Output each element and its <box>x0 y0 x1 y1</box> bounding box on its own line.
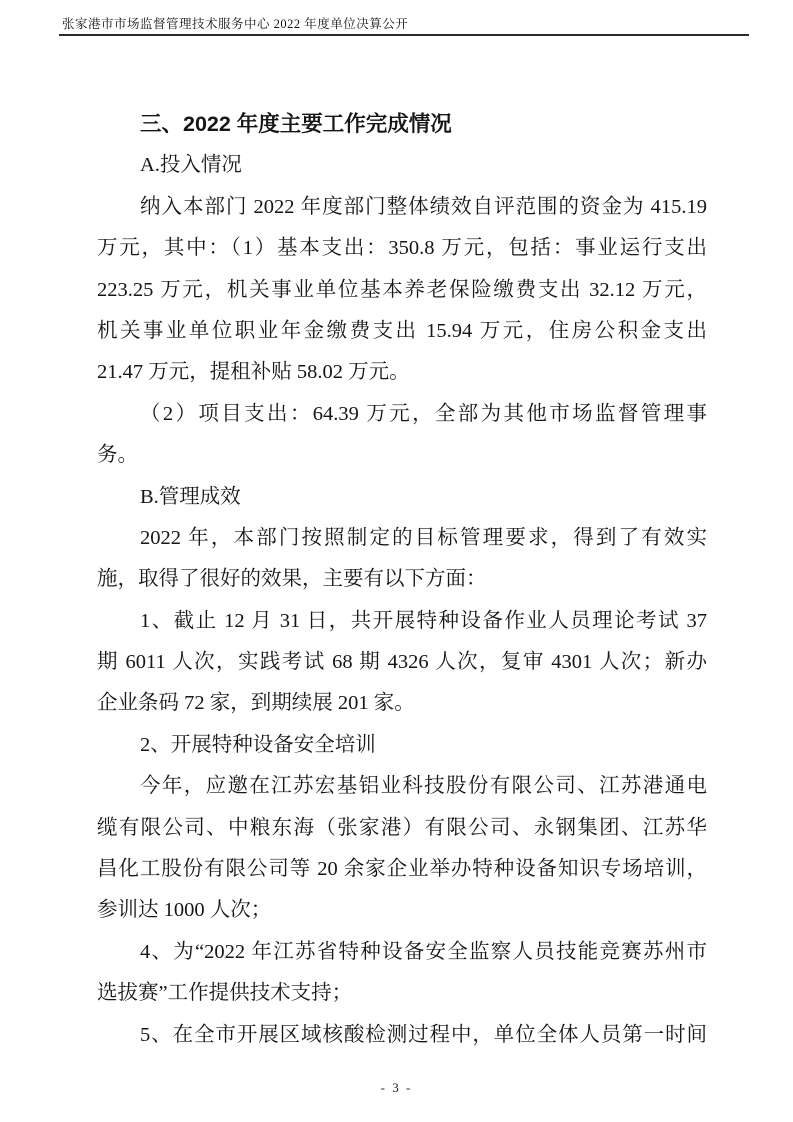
document-line: 缆有限公司、中粮东海（张家港）有限公司、永钢集团、江苏华 <box>97 816 707 839</box>
document-line: 5、在全市开展区域核酸检测过程中，单位全体人员第一时间 <box>140 1023 707 1046</box>
document-line: 企业条码 72 家，到期续展 201 家。 <box>97 692 415 715</box>
document-line: 务。 <box>97 444 138 467</box>
document-line: 万元，其中：（1）基本支出：350.8 万元，包括：事业运行支出 <box>97 237 707 260</box>
document-line: 2、开展特种设备安全培训 <box>140 733 376 756</box>
document-line: 223.25 万元，机关事业单位基本养老保险缴费支出 32.12 万元， <box>97 278 707 301</box>
document-line: 参训达 1000 人次； <box>97 899 272 922</box>
page-header-text: 张家港市市场监督管理技术服务中心 2022 年度单位决算公开 <box>62 17 409 31</box>
page-number: - 3 - <box>380 1080 413 1095</box>
document-line: 昌化工股份有限公司等 20 余家企业举办特种设备知识专场培训， <box>97 858 707 881</box>
document-line: 4、为“2022 年江苏省特种设备安全监察人员技能竞赛苏州市 <box>140 940 707 963</box>
document-line: 今年，应邀在江苏宏基铝业科技股份有限公司、江苏港通电 <box>140 775 707 798</box>
document-line: 选拔赛”工作提供技术支持； <box>97 982 353 1005</box>
document-line: 1、截止 12 月 31 日，共开展特种设备作业人员理论考试 37 <box>140 609 707 632</box>
document-line: 21.47 万元，提租补贴 58.02 万元。 <box>97 361 410 384</box>
document-line: 施，取得了很好的效果，主要有以下方面： <box>97 568 487 591</box>
document-line: 2022 年，本部门按照制定的目标管理要求，得到了有效实 <box>140 526 707 549</box>
document-line: 纳入本部门 2022 年度部门整体绩效自评范围的资金为 415.19 <box>140 195 707 218</box>
section-heading: 三、2022 年度主要工作完成情况 <box>140 112 452 136</box>
header-rule-divider <box>59 34 749 36</box>
document-line: 期 6011 人次，实践考试 68 期 4326 人次，复审 4301 人次；新办 <box>97 651 707 674</box>
document-line: A.投入情况 <box>140 154 242 177</box>
document-line: （2）项目支出：64.39 万元，全部为其他市场监督管理事 <box>140 402 707 425</box>
document-line: 机关事业单位职业年金缴费支出 15.94 万元，住房公积金支出 <box>97 319 707 342</box>
document-body <box>97 104 707 1056</box>
document-line: B.管理成效 <box>140 485 241 508</box>
